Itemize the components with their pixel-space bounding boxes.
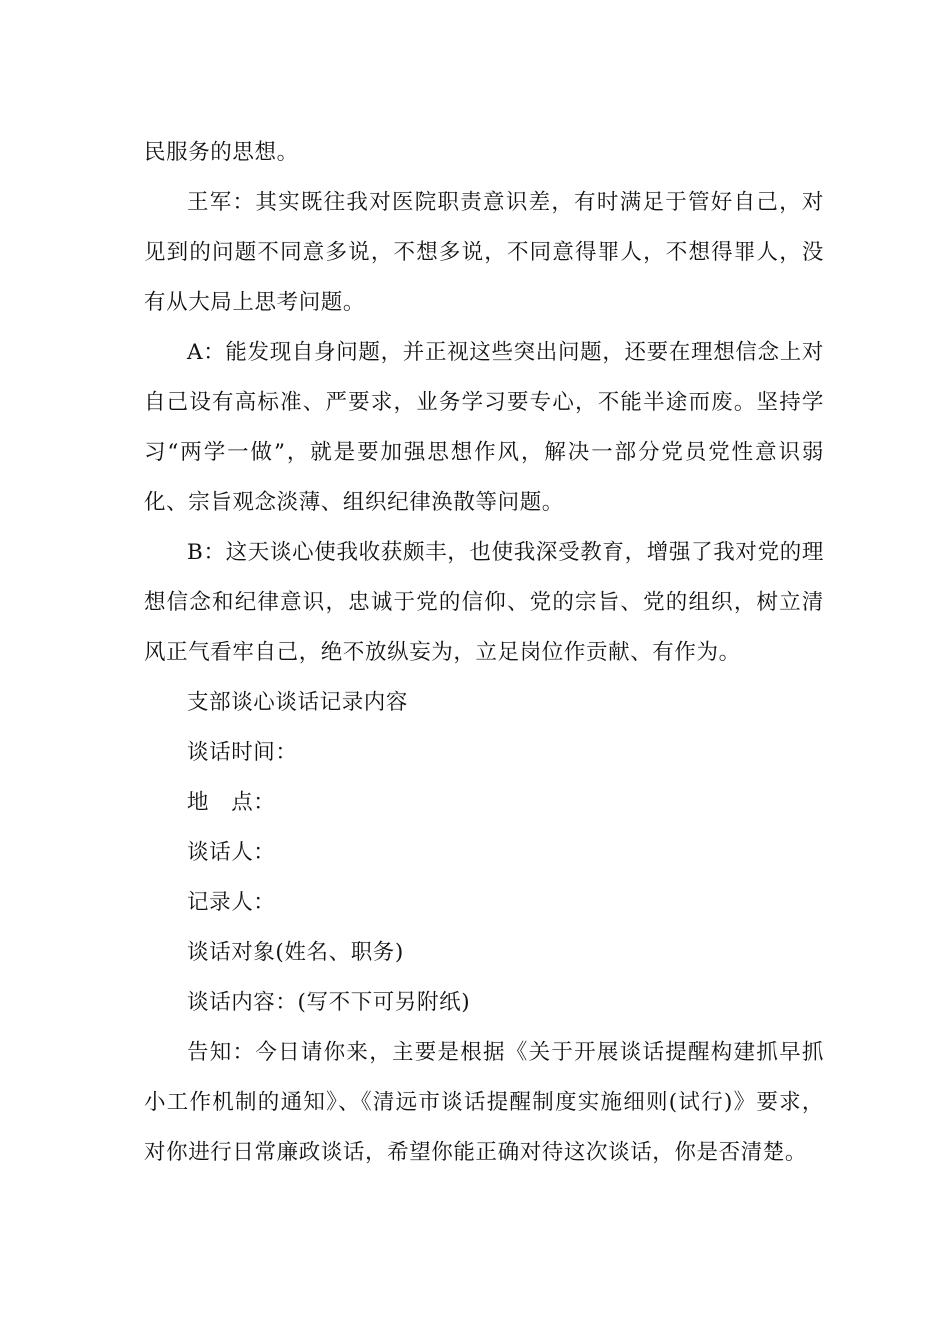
- field-interviewee: 谈话对象(姓名、职务): [187, 940, 404, 965]
- field-location: 地 点：: [187, 790, 276, 815]
- field-content: 谈话内容：(写不下可另附纸): [187, 990, 471, 1015]
- field-time: 谈话时间：: [187, 740, 298, 765]
- field-recorder: 记录人：: [187, 890, 276, 915]
- field-interviewer: 谈话人：: [187, 840, 276, 865]
- paragraph-notice: 告知：今日请你来，主要是根据《关于开展谈话提醒构建抓早抓小工作机制的通知》、《清远市谈话提醒制度实施细则(试行)》要求，对你进行日常廉政谈话，希望你能正确对待这次谈话，你是否清楚。: [144, 1040, 824, 1165]
- paragraph-a: A：能发现自身问题，并正视这些突出问题，还要在理想信念上对自己设有高标准、严要求，业务学习要专心，不能半途而废。坚持学习“两学一做”，就是要加强思想作风，解决一部分党员党性意识弱化、宗旨观念淡薄、组织纪律涣散等问题。: [144, 340, 824, 515]
- paragraph-b: B：这天谈心使我收获颇丰，也使我深受教育，增强了我对党的理想信念和纪律意识，忠诚于党的信仰、党的宗旨、党的组织，树立清风正气看牢自己，绝不放纵妄为，立足岗位作贡献、有作为。: [144, 540, 824, 665]
- paragraph-continuation: 民服务的思想。: [144, 140, 299, 165]
- section-heading: 支部谈心谈话记录内容: [187, 690, 409, 715]
- document-page: [144, 128, 824, 1178]
- paragraph-wangjun: 王军：其实既往我对医院职责意识差，有时满足于管好自己，对见到的问题不同意多说，不想多说，不同意得罪人，不想得罪人，没有从大局上思考问题。: [144, 190, 824, 315]
